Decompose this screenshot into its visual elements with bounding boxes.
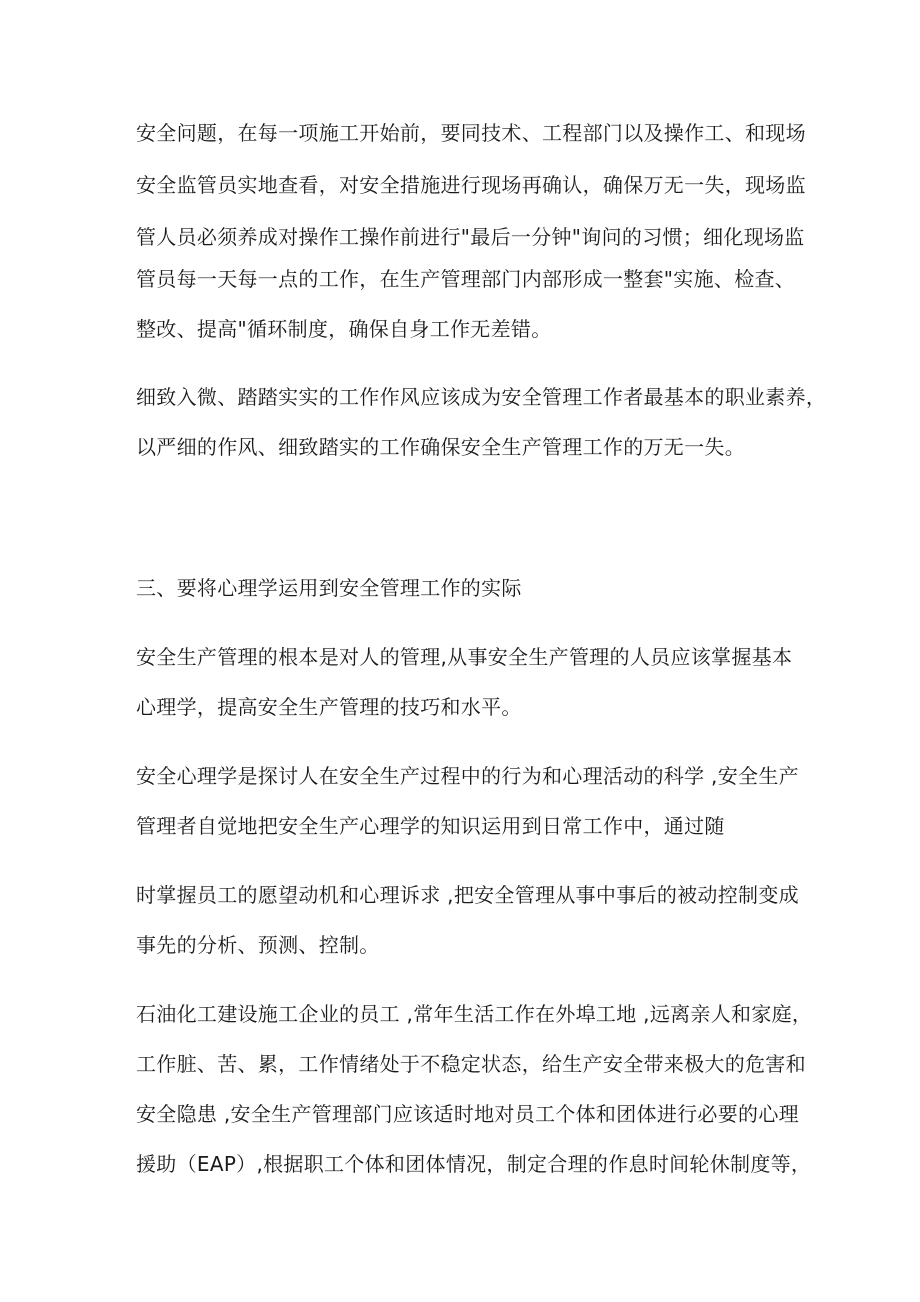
paragraph-6-line-1: 石油化工建设施工企业的员工 ,常年生活工作在外埠工地 ,远离亲人和家庭， [136,1002,813,1026]
paragraph-1-line-2: 安全监管员实地查看，对安全措施进行现场再确认，确保万无一失，现场监 [136,173,806,197]
paragraph-6-line-4: 援助（EAP）,根据职工个体和团体情况，制定合理的作息时间轮休制度等， [136,1152,812,1176]
paragraph-3-line-1: 安全生产管理的根本是对人的管理,从事安全生产管理的人员应该掌握基本 [136,645,793,669]
paragraph-2-line-1: 细致入微、踏踏实实的工作作风应该成为安全管理工作者最基本的职业素养， [136,385,827,409]
paragraph-2-line-2: 以严细的作风、细致踏实的工作确保安全生产管理工作的万无一失。 [136,435,745,459]
paragraph-3-line-2: 心理学，提高安全生产管理的技巧和水平。 [136,695,522,719]
paragraph-6-line-3: 安全隐患 ,安全生产管理部门应该适时地对员工个体和团体进行必要的心理 [136,1102,799,1126]
paragraph-6-line-2: 工作脏、苦、累，工作情绪处于不稳定状态，给生产安全带来极大的危害和 [136,1052,806,1076]
paragraph-4-line-2: 管理者自觉地把安全生产心理学的知识运用到日常工作中，通过随 [136,814,725,838]
paragraph-1-line-1: 安全问题，在每一项施工开始前，要同技术、工程部门以及操作工、和现场 [136,121,806,145]
paragraph-1-line-3: 管人员必须养成对操作工操作前进行"最后一分钟"询问的习惯；细化现场监 [136,225,805,249]
paragraph-5-line-1: 时掌握员工的愿望动机和心理诉求 ,把安全管理从事中事后的被动控制变成 [136,883,799,907]
section-heading: 三、要将心理学运用到安全管理工作的实际 [136,576,522,600]
paragraph-4-line-1: 安全心理学是探讨人在安全生产过程中的行为和心理活动的科学 ,安全生产 [136,764,799,788]
paragraph-5-line-2: 事先的分析、预测、控制。 [136,933,380,957]
paragraph-1-line-5: 整改、提高"循环制度，确保自身工作无差错。 [136,317,552,341]
paragraph-1-line-4: 管员每一天每一点的工作，在生产管理部门内部形成一整套"实施、检查、 [136,267,796,291]
